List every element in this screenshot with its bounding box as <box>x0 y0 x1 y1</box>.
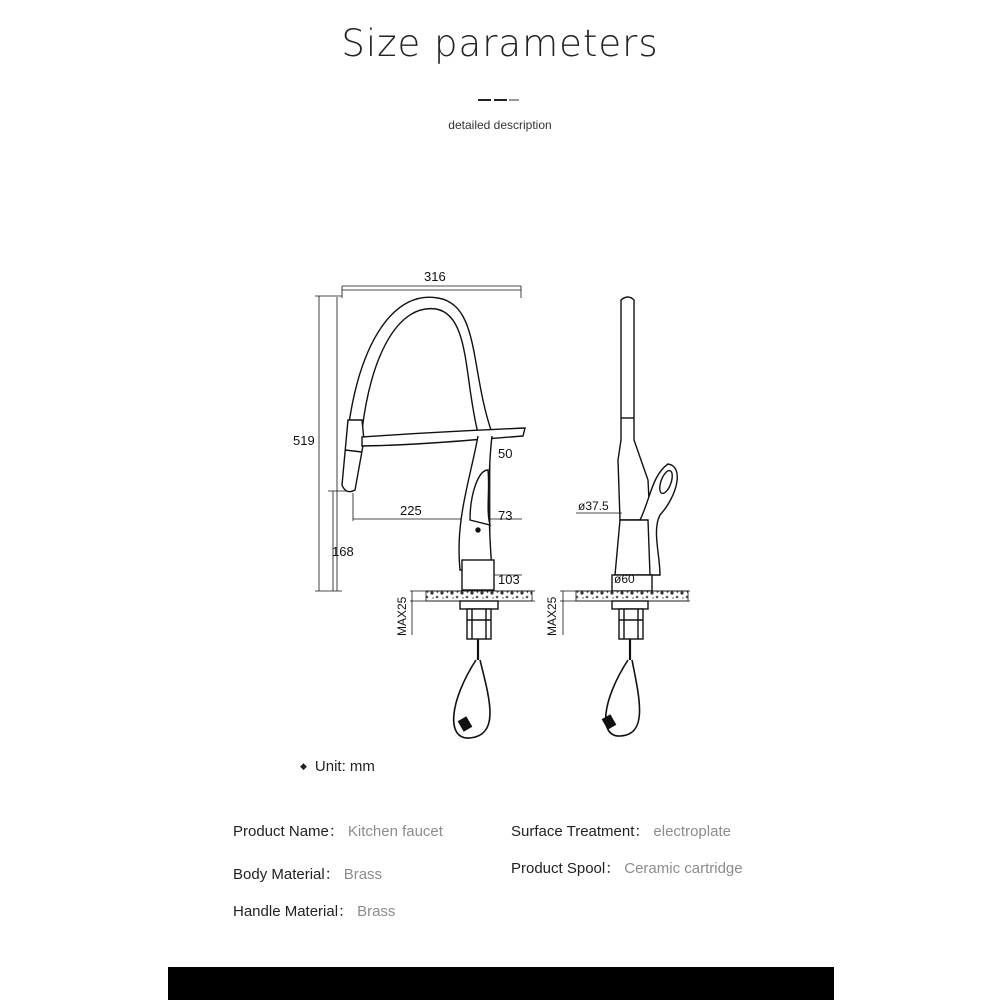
spec-key: Body Material： <box>233 866 340 883</box>
spec-key: Handle Material： <box>233 903 354 920</box>
spec-key: Product Spool： <box>511 860 621 877</box>
spec-key: Product Name： <box>233 823 344 840</box>
unit-note <box>300 758 375 775</box>
dim-height: 519 <box>293 433 315 448</box>
page-subtitle: detailed description <box>448 118 552 132</box>
dim-base-offset: 103 <box>498 572 520 587</box>
dim-reach: 225 <box>400 503 422 518</box>
front-arched-spout <box>348 297 492 433</box>
spec-value: Ceramic cartridge <box>624 860 743 877</box>
spec-value: electroplate <box>653 823 731 840</box>
page-title: Size parameters <box>341 22 659 65</box>
spec-handle-material <box>233 900 395 921</box>
spec-key: Surface Treatment： <box>511 823 650 840</box>
side-countertop <box>576 591 688 601</box>
dim-deck-side: MAX25 <box>545 596 559 636</box>
spec-product-spool <box>511 857 743 878</box>
dim-spout-diameter: ø37.5 <box>578 499 609 513</box>
spec-value: Brass <box>357 903 396 920</box>
spec-value: Kitchen faucet <box>347 823 443 840</box>
dim-handle-offset: 73 <box>498 508 513 523</box>
spec-value: Brass <box>343 866 383 883</box>
spec-body-material <box>233 863 382 884</box>
front-spray-head <box>342 420 364 492</box>
diamond-bullet-icon: ◆ <box>300 761 307 771</box>
dim-width: 316 <box>424 269 446 284</box>
side-view <box>560 297 690 736</box>
footer-bar <box>168 967 834 1000</box>
spec-product-name <box>233 820 443 841</box>
spec-surface-treatment <box>511 820 731 841</box>
front-holder-bar <box>362 428 525 446</box>
front-countertop <box>426 591 532 601</box>
side-body <box>615 520 650 575</box>
dim-head-drop: 50 <box>498 446 513 461</box>
unit-text: Unit: mm <box>314 758 375 775</box>
side-spout <box>618 297 650 520</box>
dim-deck-front: MAX25 <box>395 596 409 636</box>
front-base <box>462 560 494 590</box>
dim-base-diameter: ø60 <box>614 572 635 586</box>
dim-base-height: 168 <box>332 544 354 559</box>
